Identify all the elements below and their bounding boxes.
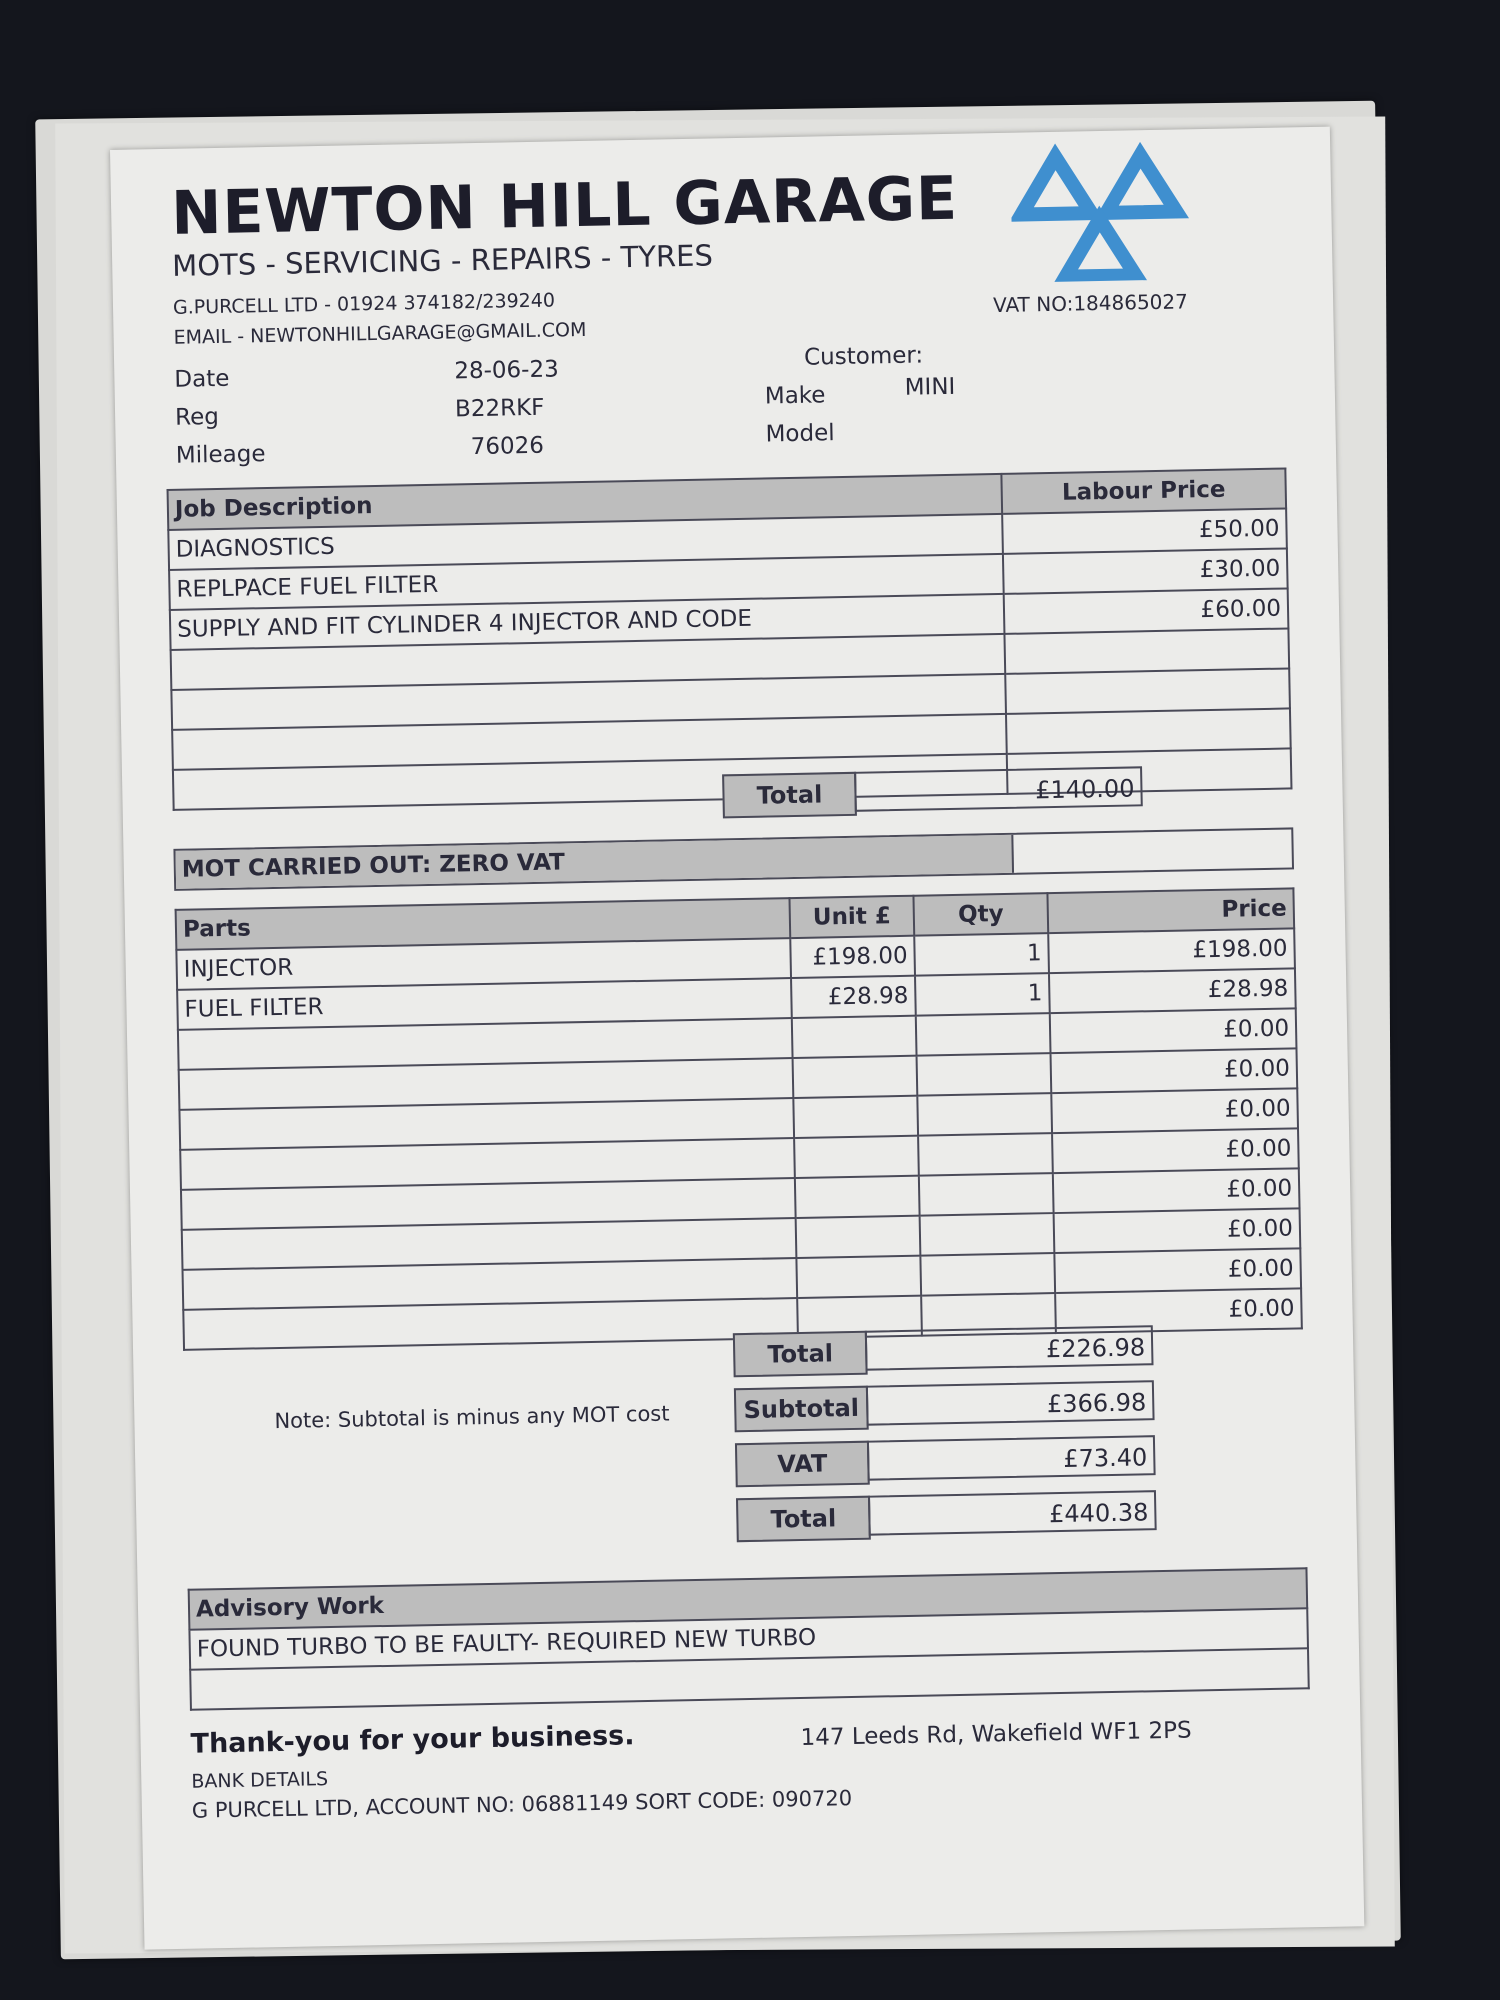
company-email: EMAIL - NEWTONHILLGARAGE@GMAIL.COM: [173, 318, 587, 349]
labour-description: DIAGNOSTICS: [168, 514, 1003, 570]
part-name: FUEL FILTER: [177, 978, 792, 1030]
advisory-text: FOUND TURBO TO BE FAULTY- REQUIRED NEW TURBO: [189, 1608, 1308, 1669]
part-unit-price: [796, 1216, 921, 1258]
model-label: Model: [765, 420, 835, 448]
garage-address: 147 Leeds Rd, Wakefield WF1 2PS: [800, 1717, 1192, 1752]
part-qty: 1: [915, 973, 1050, 1016]
subtotal-note: Note: Subtotal is minus any MOT cost: [274, 1401, 670, 1434]
vat-number: VAT NO:184865027: [992, 289, 1189, 318]
part-price: £198.00: [1048, 928, 1295, 973]
labour-price-header: Labour Price: [1001, 468, 1286, 513]
make-label: Make: [764, 382, 826, 410]
subtotal-label: Subtotal: [734, 1386, 869, 1433]
date-label: Date: [174, 365, 230, 393]
labour-total-label: Total: [722, 772, 857, 819]
part-qty: [917, 1093, 1052, 1136]
part-qty: [917, 1053, 1052, 1096]
invoice-sheet: [110, 127, 1364, 1950]
part-name: INJECTOR: [176, 938, 791, 990]
part-unit-price: [792, 1016, 917, 1058]
part-unit-price: £28.98: [791, 976, 916, 1018]
part-qty: [918, 1133, 1053, 1176]
labour-description: REPLPACE FUEL FILTER: [169, 554, 1004, 610]
mot-note: MOT CARRIED OUT: ZERO VAT: [175, 835, 1014, 889]
qty-header: Qty: [913, 893, 1048, 936]
part-qty: [919, 1173, 1054, 1216]
price-header: Price: [1047, 888, 1294, 933]
part-price: £0.00: [1051, 1048, 1298, 1093]
part-qty: [916, 1013, 1051, 1056]
part-unit-price: [794, 1136, 919, 1178]
job-description-header: Job Description: [168, 474, 1003, 530]
labour-table: [167, 467, 1293, 810]
part-price: £0.00: [1052, 1128, 1299, 1173]
part-qty: 1: [914, 933, 1049, 976]
mot-note-row: [173, 827, 1294, 890]
business-name: NEWTON HILL GARAGE: [170, 163, 959, 249]
parts-total-label: Total: [733, 1331, 868, 1378]
customer-label: Customer:: [803, 342, 924, 371]
part-unit-price: [793, 1096, 918, 1138]
thank-you: Thank-you for your business.: [190, 1720, 635, 1760]
make-value: MINI: [904, 373, 956, 401]
company-phone: G.PURCELL LTD - 01924 374182/239240: [172, 289, 556, 319]
reg-label: Reg: [174, 403, 220, 431]
part-price: £0.00: [1053, 1168, 1300, 1213]
parts-header: Parts: [176, 898, 791, 950]
part-unit-price: [793, 1056, 918, 1098]
labour-price: [1004, 628, 1289, 673]
vat-value: £73.40: [867, 1435, 1156, 1481]
labour-price: [1006, 708, 1291, 753]
date-value: 28-06-23: [454, 356, 559, 385]
labour-price: £60.00: [1004, 588, 1289, 633]
part-price: £0.00: [1055, 1288, 1302, 1333]
mileage-label: Mileage: [175, 441, 266, 469]
mot-triangles-logo-icon: [1010, 139, 1193, 282]
grand-total-label: Total: [736, 1496, 871, 1543]
part-unit-price: [795, 1176, 920, 1218]
labour-price: £30.00: [1003, 548, 1288, 593]
parts-table: [175, 887, 1303, 1350]
services-tagline: MOTS - SERVICING - REPAIRS - TYRES: [171, 238, 714, 283]
part-unit-price: £198.00: [790, 936, 915, 978]
part-price: £0.00: [1050, 1008, 1297, 1053]
logo-triangles: [1020, 155, 1177, 278]
advisory-heading: Advisory Work: [189, 1568, 1308, 1629]
labour-total-value: £140.00: [854, 766, 1143, 812]
advisory-table: [188, 1567, 1310, 1710]
part-unit-price: [796, 1256, 921, 1298]
bank-details: G PURCELL LTD, ACCOUNT NO: 06881149 SORT CODE: 090720: [191, 1786, 853, 1823]
labour-price: £50.00: [1002, 508, 1287, 553]
vat-label: VAT: [735, 1441, 870, 1488]
parts-total-value: £226.98: [865, 1325, 1154, 1371]
subtotal-value: £366.98: [866, 1380, 1155, 1426]
part-price: £0.00: [1051, 1088, 1298, 1133]
part-price: £0.00: [1054, 1248, 1301, 1293]
mileage-value: 76026: [470, 432, 545, 461]
labour-price: [1005, 668, 1290, 713]
part-price: £0.00: [1054, 1208, 1301, 1253]
part-price: £28.98: [1049, 968, 1296, 1013]
grand-total-value: £440.38: [868, 1490, 1157, 1536]
unit-header: Unit £: [789, 896, 914, 938]
reg-value: B22RKF: [454, 394, 545, 423]
bank-details-label: BANK DETAILS: [191, 1768, 329, 1793]
labour-description: SUPPLY AND FIT CYLINDER 4 INJECTOR AND CODE: [170, 594, 1005, 650]
part-qty: [920, 1253, 1055, 1296]
part-qty: [920, 1213, 1055, 1256]
